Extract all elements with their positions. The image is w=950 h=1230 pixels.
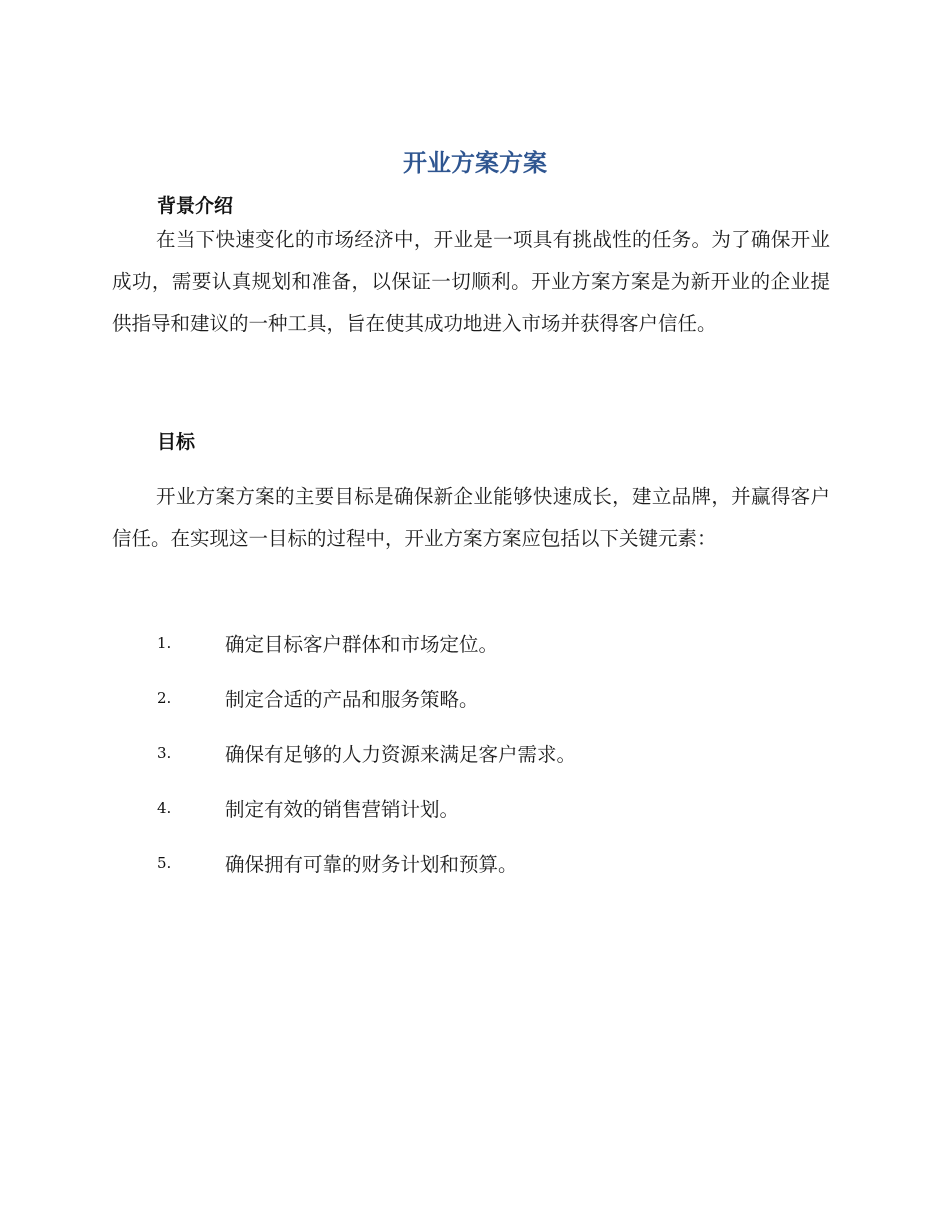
list-item (157, 780, 576, 835)
list-item-number: 3. (157, 743, 172, 762)
list-item-number: 2. (157, 688, 172, 707)
list-item (157, 670, 576, 725)
list-item-number: 5. (157, 853, 172, 872)
list-item (157, 725, 576, 780)
section-heading-goal: 目标 (157, 431, 196, 453)
list-item-number: 1. (157, 633, 172, 652)
key-elements-list (157, 615, 576, 890)
list-item-text: 制定合适的产品和服务策略。 (225, 687, 479, 711)
section-heading-background: 背景介绍 (157, 195, 234, 217)
list-item-number: 4. (157, 798, 172, 817)
list-item-text: 制定有效的销售营销计划。 (225, 797, 460, 821)
list-item (157, 615, 576, 670)
list-item (157, 835, 576, 890)
section-paragraph-goal: 开业方案方案的主要目标是确保新企业能够快速成长，建立品牌，并赢得客户信任。在实现这一目标的过程中，开业方案方案应包括以下关键元素： (112, 485, 830, 550)
list-item-text: 确保有足够的人力资源来满足客户需求。 (225, 742, 577, 766)
section-paragraph-background: 在当下快速变化的市场经济中，开业是一项具有挑战性的任务。为了确保开业成功，需要认真规划和准备，以保证一切顺利。开业方案方案是为新开业的企业提供指导和建议的一种工具，旨在使其成功地进入市场并获得客户信任。 (112, 228, 830, 335)
list-item-text: 确定目标客户群体和市场定位。 (225, 632, 499, 656)
document-title: 开业方案方案 (403, 149, 547, 177)
list-item-text: 确保拥有可靠的财务计划和预算。 (225, 852, 518, 876)
